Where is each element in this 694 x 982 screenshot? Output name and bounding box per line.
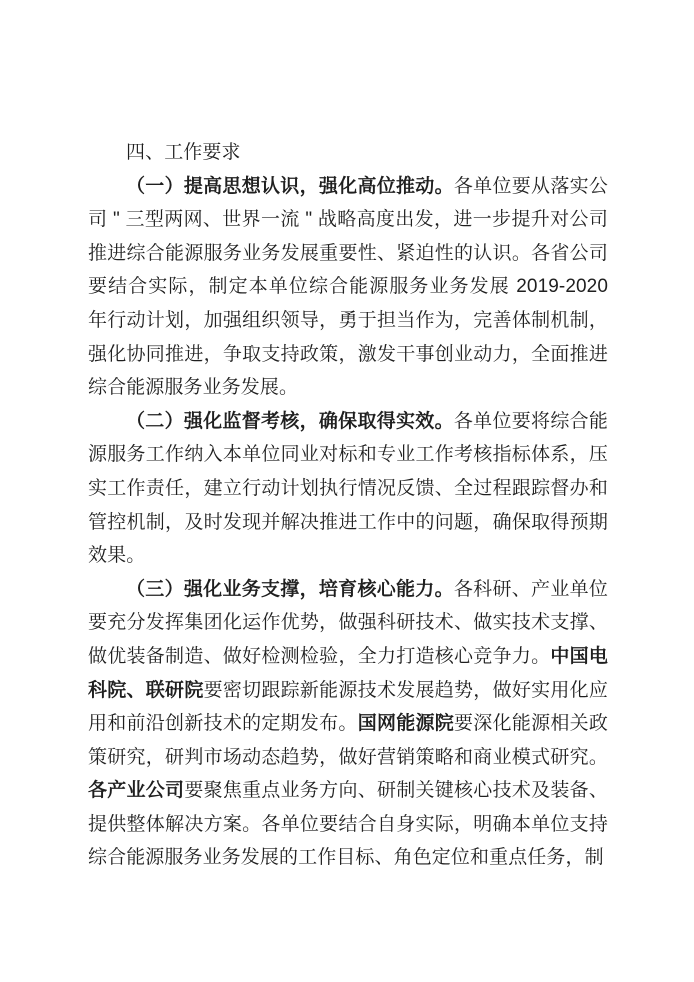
text-run: （一）提高思想认识，强化高位推动。 [126,175,454,197]
text-run: 国网能源院 [357,713,455,735]
text-run: 要聚焦重点业务方向、研制关键核心技术及装备、提供整体解决方案。各单位要结合自身实际，明确本单位支持综合能源服务业务发展的工作目标、角色定位和重点任务，制 [88,780,608,869]
text-run: （二）强化监督考核，确保取得实效。 [126,410,454,432]
paragraph [88,405,608,573]
paragraph [88,573,608,875]
text-run: （三）强化业务支撑，培育核心能力。 [126,578,454,600]
text-run: 各单位要从落实公司 " 三型两网、世界一流 " 战略高度出发，进一步提升对公司推进综合能源服务业务发展重要性、紧迫性的认识。各省公司要结合实际，制定本单位综合能源服务业务发展 2019-2020 年行动计划，加强组织领导，勇于担当作为，完善体制机制，强化协同推进，争取支持政策，激发干事创业动力，全面推进综合能源服务业务发展。 [88,175,608,399]
section-heading: 四、工作要求 [126,142,241,163]
text-run: 中国电科院、联研院 [88,645,608,701]
text-run: 要深化能源相关政策研究，研判市场动态趋势，做好营销策略和商业模式研究。 [88,713,608,768]
text-run: 各单位要将综合能源服务工作纳入本单位同业对标和专业工作考核指标体系，压实工作责任，建立行动计划执行情况反馈、全过程跟踪督办和管控机制，及时发现并解决推进工作中的问题，确保取得预期效果。 [88,410,608,567]
text-run: 各产业公司 [88,780,185,802]
text-run: 要密切跟踪新能源技术发展趋势，做好实用化应用和前沿创新技术的定期发布。 [88,679,608,735]
paragraph [88,170,608,405]
paragraph-container [88,170,608,875]
document-body [88,136,608,875]
text-run: 各科研、产业单位要充分发挥集团化运作优势，做强科研技术、做实技术支撑、做优装备制造、做好检测检验，全力打造核心竞争力。 [88,578,608,667]
